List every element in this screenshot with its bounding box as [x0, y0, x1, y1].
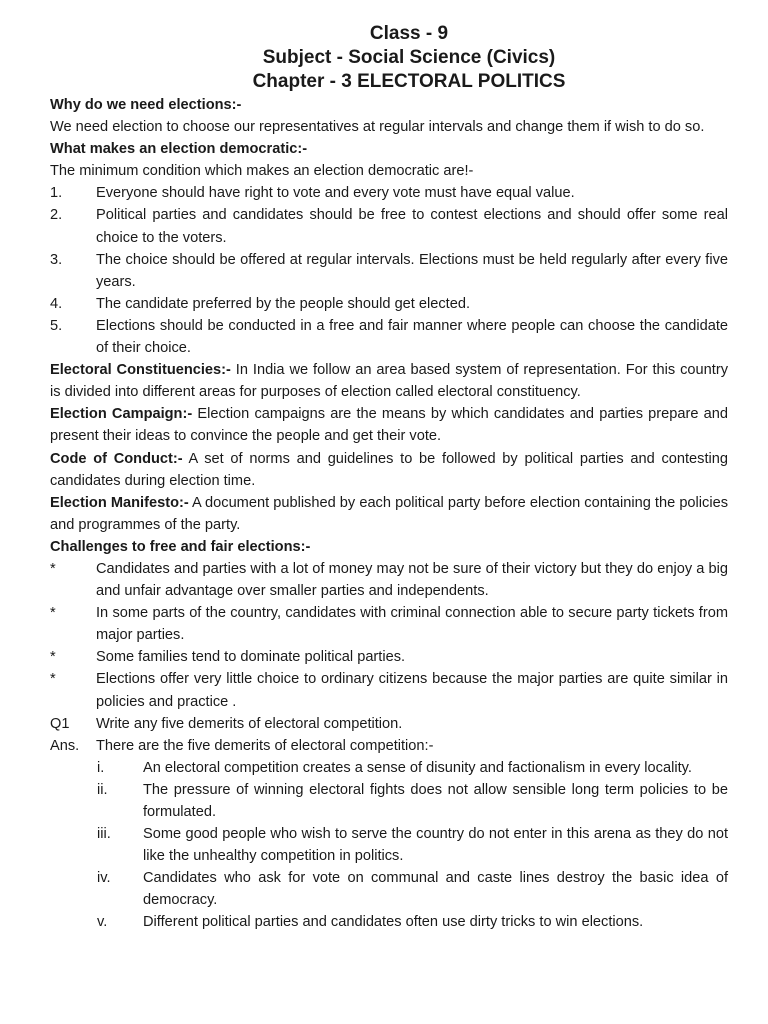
list-marker: 1. — [50, 185, 63, 202]
roman-marker: ii. — [97, 781, 108, 798]
list-item — [50, 823, 728, 867]
definition-campaign — [50, 403, 728, 447]
subject-title: Subject - Social Science (Civics) — [262, 47, 556, 68]
paragraph-why-elections: We need election to choose our representatives at regular intervals and change them if wish to do so. — [50, 119, 705, 136]
list-item — [50, 182, 728, 204]
list-item-text: Elections should be conducted in a free and fair manner where people can choose the candidate of their choice. — [96, 317, 728, 357]
section-heading-democratic: What makes an election democratic:- — [50, 141, 308, 158]
list-item — [50, 204, 728, 248]
question-q1 — [50, 713, 728, 735]
list-item-text: Different political parties and candidates often use dirty tricks to win elections. — [143, 914, 644, 931]
definition-term: Election Manifesto:- — [50, 494, 189, 511]
list-item — [50, 249, 728, 293]
definition-term: Electoral Constituencies:- — [50, 362, 231, 379]
class-title: Class - 9 — [369, 23, 449, 44]
document-header — [90, 22, 728, 94]
section-heading-why-elections: Why do we need elections:- — [50, 97, 242, 113]
list-item-text: Everyone should have right to vote and every vote must have equal value. — [96, 185, 575, 202]
bullet-marker: * — [50, 649, 56, 666]
list-item-text: In some parts of the country, candidates with criminal connection able to secure party tickets from major parties. — [96, 605, 728, 644]
bullet-marker: * — [50, 605, 56, 622]
definition-constituencies — [50, 359, 728, 403]
list-item — [50, 558, 728, 602]
definition-text: A document published by each political party before election containing the policies and programmes of the party. — [50, 494, 728, 533]
list-marker: 2. — [50, 207, 63, 224]
list-item — [50, 779, 728, 823]
list-item-text: Some good people who wish to serve the country do not enter in this arena as they do not like the unhealthy competition in politics. — [143, 826, 728, 865]
paragraph-democratic-intro: The minimum condition which makes an election democratic are!- — [50, 163, 474, 180]
list-item — [50, 602, 728, 646]
list-item-text: Political parties and candidates should be free to contest elections and should offer some real choice to the voters. — [96, 207, 728, 246]
list-item — [50, 293, 728, 315]
definition-text: In India we follow an area based system of representation. For this country is divided into different areas for purposes of election called electoral constituency. — [50, 362, 728, 401]
bullet-marker: * — [50, 560, 56, 577]
question-text: Write any five demerits of electoral competition. — [96, 715, 403, 732]
list-item — [50, 668, 728, 712]
section-heading-challenges: Challenges to free and fair elections:- — [50, 538, 311, 555]
document-body — [50, 94, 728, 934]
bullet-marker: * — [50, 671, 56, 688]
definition-code-of-conduct — [50, 448, 728, 492]
definition-text: Election campaigns are the means by which candidates and parties prepare and present their ideas to convince the people and get their vote. — [50, 406, 728, 445]
definition-term: Code of Conduct:- — [50, 450, 183, 467]
roman-marker: v. — [97, 914, 108, 931]
list-marker: 3. — [50, 251, 63, 268]
definition-text: A set of norms and guidelines to be followed by political parties and contesting candidates during election time. — [50, 450, 728, 489]
roman-marker: i. — [97, 759, 105, 776]
list-item-text: Some families tend to dominate political parties. — [96, 649, 406, 666]
answer-intro — [50, 735, 728, 757]
list-item — [50, 315, 728, 359]
list-item-text: Candidates who ask for vote on communal and caste lines destroy the basic idea of democracy. — [143, 870, 728, 909]
roman-marker: iv. — [97, 870, 111, 887]
question-marker: Q1 — [50, 715, 70, 732]
list-item-text: Candidates and parties with a lot of money may not be sure of their victory but they do enjoy a big and unfair advantage over smaller parties and independents. — [96, 560, 728, 600]
list-item-text: Elections offer very little choice to ordinary citizens because the major parties are quite similar in policies and practice . — [96, 671, 728, 710]
list-item-text: The choice should be offered at regular intervals. Elections must be held regularly after every five years. — [96, 251, 728, 290]
list-item — [50, 757, 728, 779]
answer-intro-text: There are the five demerits of electoral competition:- — [96, 737, 434, 754]
chapter-title: Chapter - 3 ELECTORAL POLITICS — [252, 71, 566, 92]
roman-marker: iii. — [97, 826, 111, 843]
list-item — [50, 867, 728, 911]
list-item-text: The pressure of winning electoral fights does not allow sensible long term policies to be formulated. — [143, 781, 728, 820]
list-marker: 5. — [50, 317, 63, 334]
answer-marker: Ans. — [50, 737, 80, 754]
list-marker: 4. — [50, 295, 63, 312]
list-item-text: The candidate preferred by the people should get elected. — [96, 295, 471, 312]
definition-manifesto — [50, 492, 728, 536]
list-item — [50, 911, 728, 933]
definition-term: Election Campaign:- — [50, 406, 193, 423]
list-item-text: An electoral competition creates a sense of disunity and factionalism in every locality. — [143, 759, 692, 776]
list-item — [50, 646, 728, 668]
